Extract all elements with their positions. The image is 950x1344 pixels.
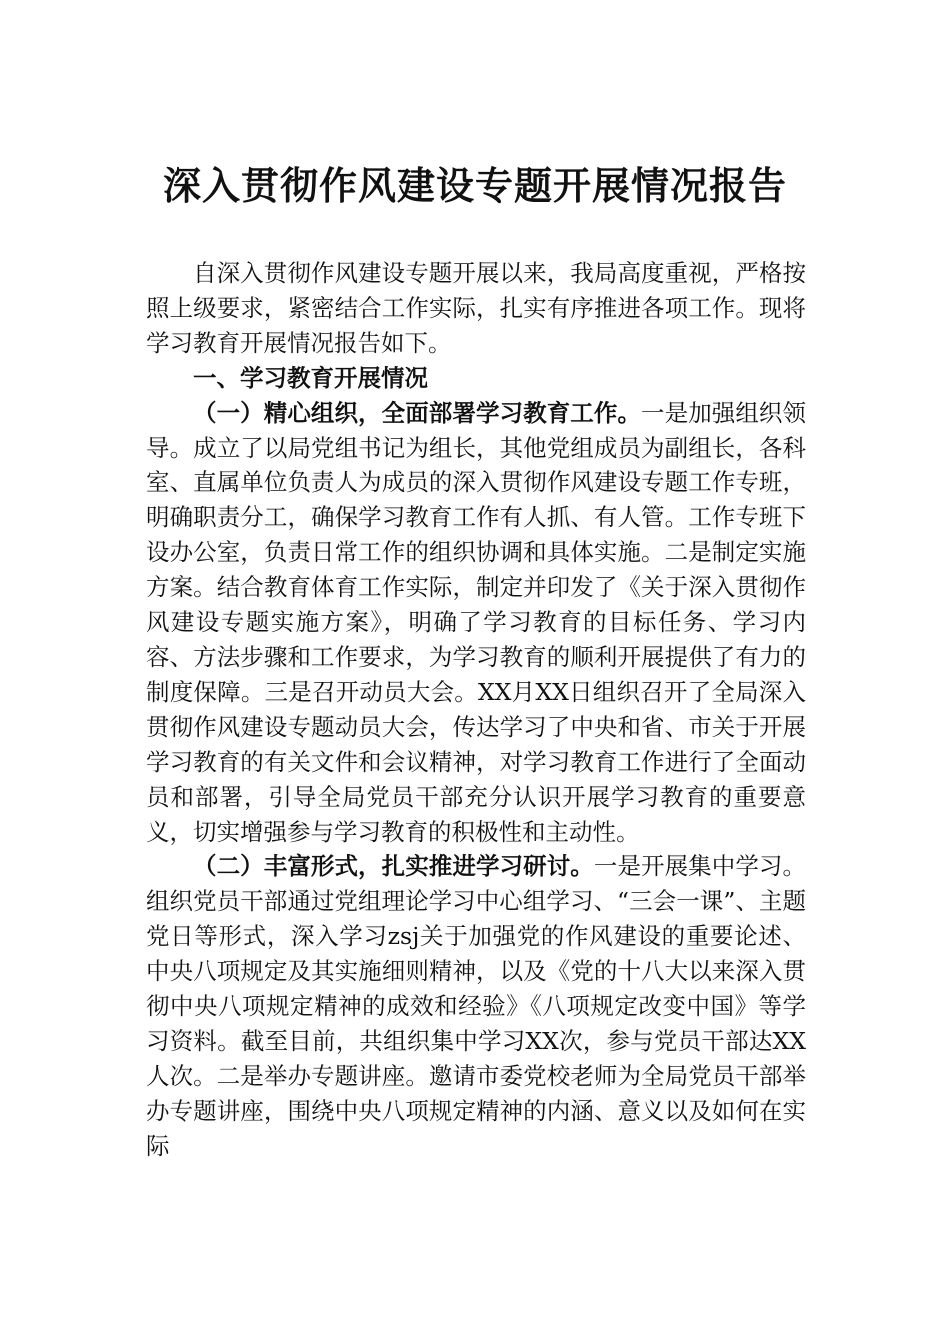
subsection-lead-2: （二）丰富形式，扎实推进学习研讨。 xyxy=(193,852,594,881)
intro-paragraph: 自深入贯彻作风建设专题开展以来，我局高度重视，严格按照上级要求，紧密结合工作实际，扎实有序推进各项工作。现将学习教育开展情况报告如下。 xyxy=(146,259,806,357)
subsection-text-1: 一是加强组织领导。成立了以局党组书记为组长，其他党组成员为副组长，各科室、直属单位负责人为成员的深入贯彻作风建设专题工作专班，明确职责分工，确保学习教育工作有人抓、有人管。工作专班下设办公室，负责日常工作的组织协调和具体实施。二是制定实施方案。结合教育体育工作实际，制定并印发了《关于深入贯彻作风建设专题实施方案》，明确了学习教育的目标任务、学习内容、方法步骤和工作要求，为学习教育的顺利开展提供了有力的制度保障。三是召开动员大会。XX月XX日组织召开了全局深入贯彻作风建设专题动员大会，传达学习了中央和省、市关于开展学习教育的有关文件和会议精神，对学习教育工作进行了全面动员和部署，引导全局党员干部充分认识开展学习教育的重要意义，切实增强参与学习教育的积极性和主动性。 xyxy=(146,398,807,846)
document-body xyxy=(146,256,806,1164)
subsection-text-2: 一是开展集中学习。组织党员干部通过党组理论学习中心组学习、“三会一课”、主题党日等形式，深入学习zsj关于加强党的作风建设的重要论述、中央八项规定及其实施细则精神，以及《党的十八大以来深入贯彻中央八项规定精神的成效和经验》《八项规定改变中国》等学习资料。截至目前，共组织集中学习XX次，参与党员干部达XX人次。二是举办专题讲座。邀请市委党校老师为全局党员干部举办专题讲座，围绕中央八项规定精神的内涵、意义以及如何在实际 xyxy=(146,852,806,1160)
subsection-paragraph-1 xyxy=(146,396,806,850)
document-title: 深入贯彻作风建设专题开展情况报告 xyxy=(162,163,787,208)
subsection-lead-1: （一）精心组织，全面部署学习教育工作。 xyxy=(193,398,642,427)
subsection-paragraph-2 xyxy=(146,849,806,1163)
section-heading: 一、学习教育开展情况 xyxy=(193,363,428,392)
